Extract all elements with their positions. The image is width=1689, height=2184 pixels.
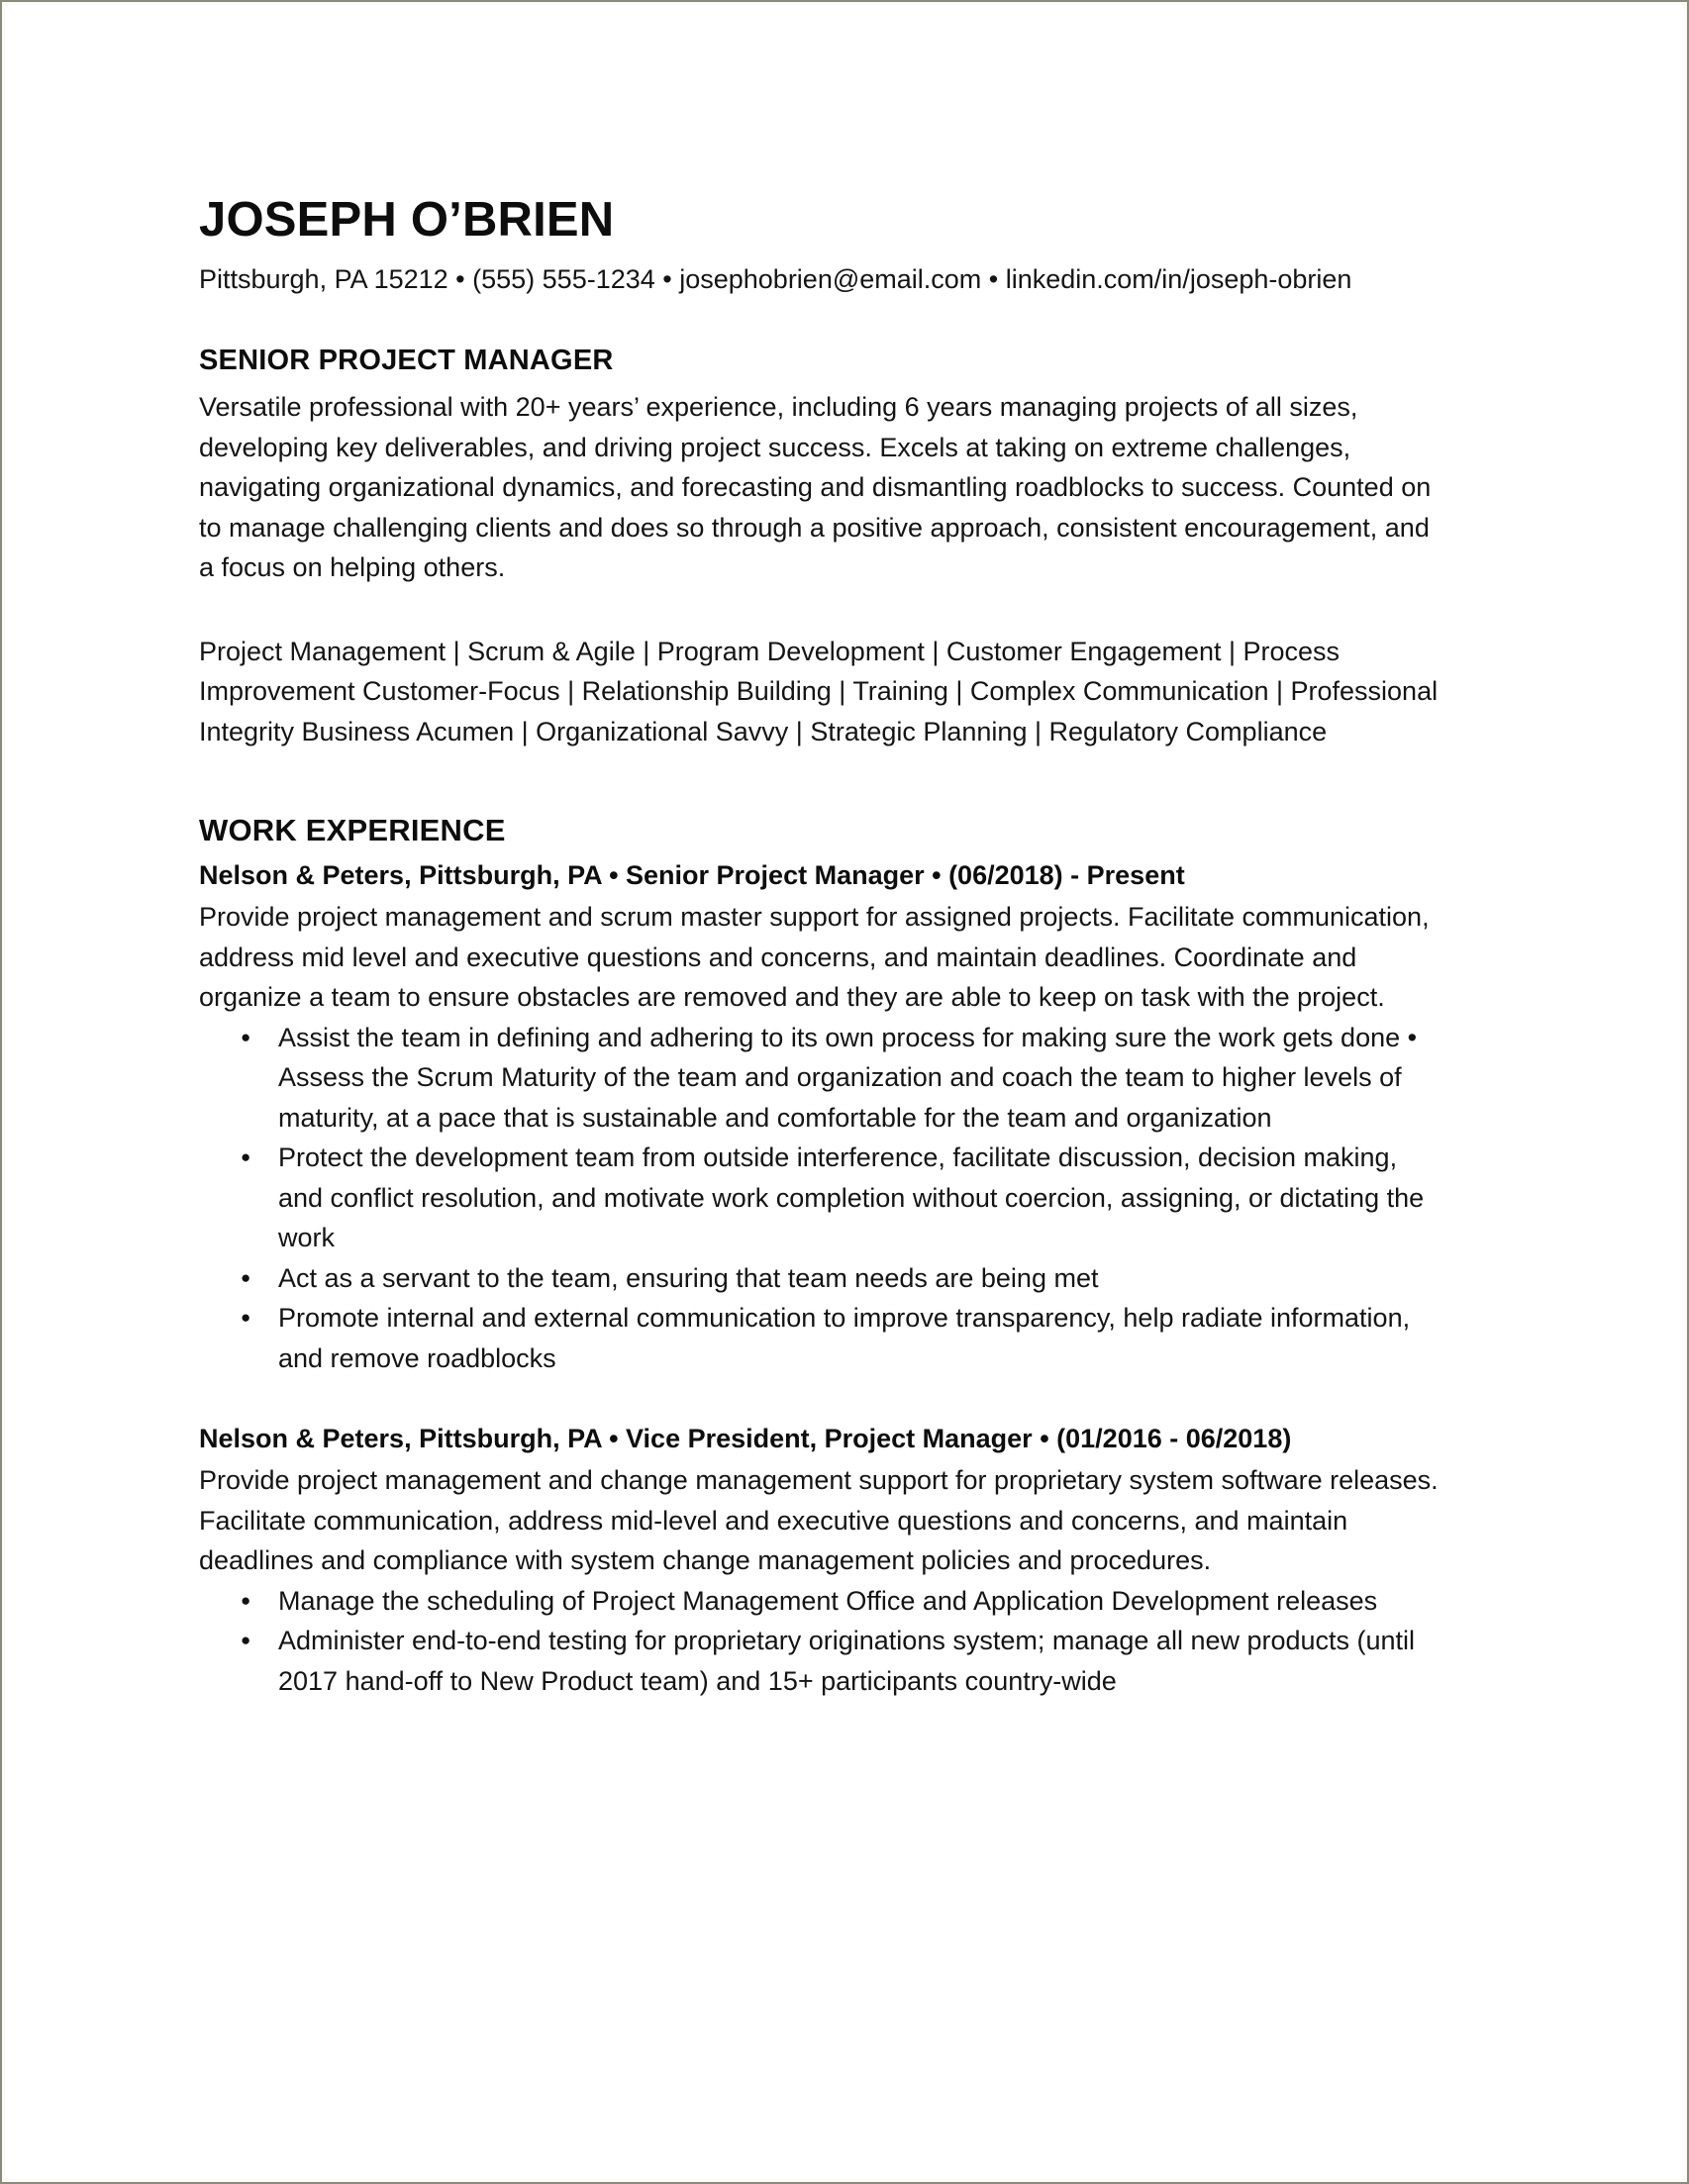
- job-bullet-list: [199, 1018, 1444, 1379]
- resume-content: [199, 193, 1444, 1701]
- list-item: ● Manage the scheduling of Project Management Office and Application Development releases: [199, 1581, 1444, 1622]
- list-item: ● Promote internal and external communication to improve transparency, help radiate information, and remove roadblocks: [199, 1298, 1444, 1378]
- work-experience-section: [199, 813, 1444, 1701]
- job-bullet-list: [199, 1581, 1444, 1702]
- job-entry: [199, 856, 1444, 1378]
- skills-keyword-list: Project Management | Scrum & Agile | Program Development | Customer Engagement | Process Improvement Customer-Focus | Relationship Building | Training | Complex Communication | Professional Integrity Business Acumen | Organizational Savvy | Strategic Planning | Regulatory Compliance: [199, 636, 1439, 746]
- job-description: Provide project management and change management support for proprietary system software releases. Facilitate communication, address mid-level and executive questions and concerns, and maintain deadlines and compliance with system change management policies and procedures.: [199, 1465, 1439, 1576]
- page-inner-border: [2, 2, 1687, 2182]
- list-item: ● Act as a servant to the team, ensuring that team needs are being met: [199, 1258, 1444, 1299]
- list-item: ● Assist the team in defining and adhering to its own process for making sure the work gets done • Assess the Scrum Maturity of the team and organization and coach the team to higher levels of maturity, at a pace that is sustainable and comfortable for the team and organization: [199, 1018, 1444, 1139]
- list-item: ● Administer end-to-end testing for proprietary originations system; manage all new products (until 2017 hand-off to New Product team) and 15+ participants country-wide: [199, 1621, 1444, 1701]
- summary-paragraph: Versatile professional with 20+ years’ experience, including 6 years managing projects of all sizes, developing key deliverables, and driving project success. Excels at taking on extreme challenges, navigating organizational dynamics, and forecasting and dismantling roadblocks to success. Counted on to manage challenging clients and does so through a positive approach, consistent encouragement, and a focus on helping others.: [199, 392, 1432, 583]
- professional-summary-section: [199, 345, 1444, 588]
- page-title: JOSEPH O’BRIEN: [199, 193, 615, 247]
- job-title-line: Nelson & Peters, Pittsburgh, PA • Vice President, Project Manager • (01/2016 - 06/2018): [199, 1424, 1292, 1454]
- core-skills-section: [199, 632, 1444, 752]
- contact-info-line: Pittsburgh, PA 15212 • (555) 555-1234 • josephobrien@email.com • linkedin.com/in/joseph-obrien: [199, 263, 1352, 294]
- list-item: ● Protect the development team from outside interference, facilitate discussion, decision making, and conflict resolution, and motivate work completion without coercion, assigning, or dictating the work: [199, 1138, 1444, 1258]
- job-title-line: Nelson & Peters, Pittsburgh, PA • Senior Project Manager • (06/2018) - Present: [199, 860, 1185, 891]
- job-description: Provide project management and scrum master support for assigned projects. Facilitate communication, address mid level and executive questions and concerns, and maintain deadlines. Coordinate and organize a team to ensure obstacles are removed and they are able to keep on task with the project.: [199, 902, 1430, 1013]
- summary-heading: SENIOR PROJECT MANAGER: [199, 345, 614, 377]
- job-entry: [199, 1420, 1444, 1701]
- work-experience-heading: WORK EXPERIENCE: [199, 813, 506, 848]
